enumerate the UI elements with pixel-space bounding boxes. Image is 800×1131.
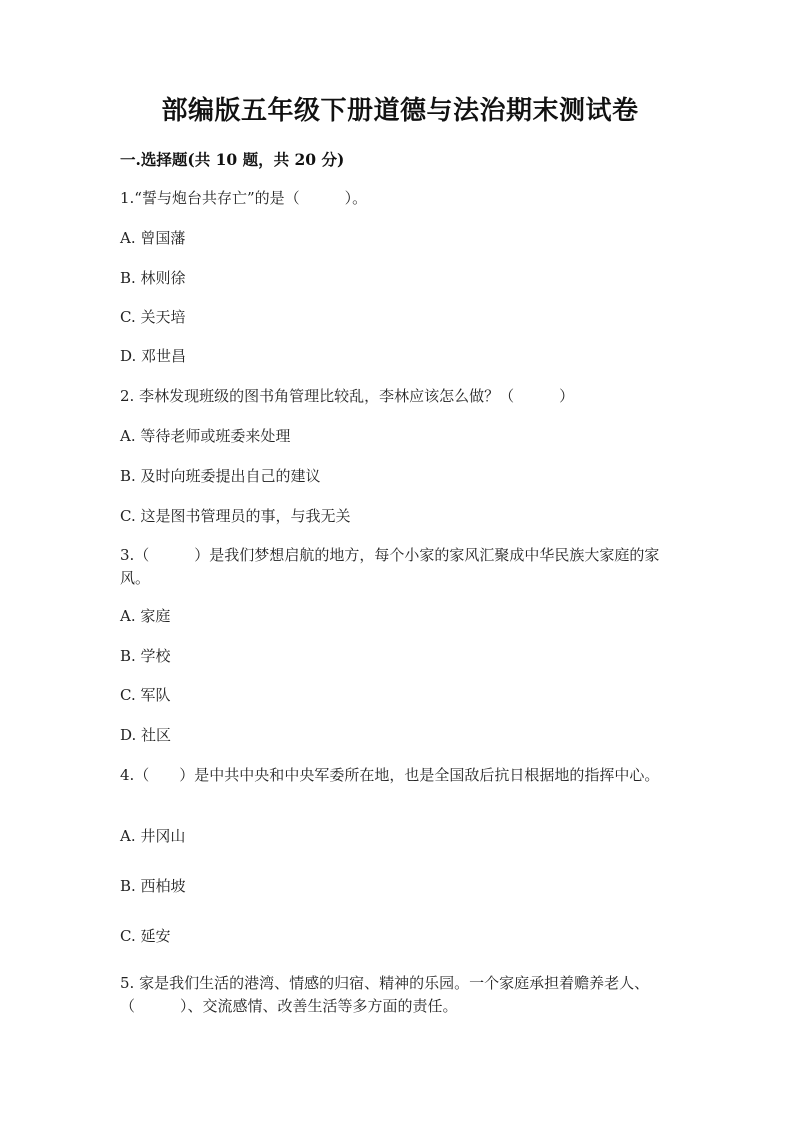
question-1-stem: 1.“誓与炮台共存亡”的是（ ）。 xyxy=(120,189,368,207)
question-4-option-c: C. 延安 xyxy=(120,927,171,945)
question-4-option-b: B. 西柏坡 xyxy=(120,877,186,895)
question-3-stem: 3.（ ）是我们梦想启航的地方，每个小家的家风汇聚成中华民族大家庭的家风。 xyxy=(120,546,660,587)
question-1-option-c: C. 关天培 xyxy=(120,308,186,326)
question-4-stem: 4.（ ）是中共中央和中央军委所在地，也是全国敌后抗日根据地的指挥中心。 xyxy=(120,766,660,784)
question-4-option-a: A. 井冈山 xyxy=(120,827,186,845)
question-3-option-a: A. 家庭 xyxy=(120,607,171,625)
page-title: 部编版五年级下册道德与法治期末测试卷 xyxy=(161,96,639,126)
question-1-option-a: A. 曾国藩 xyxy=(120,229,186,247)
question-1-option-d: D. 邓世昌 xyxy=(120,347,187,365)
question-2-option-a: A. 等待老师或班委来处理 xyxy=(120,427,291,445)
question-3-option-d: D. 社区 xyxy=(120,726,172,744)
question-2-option-b: B. 及时向班委提出自己的建议 xyxy=(120,467,321,485)
question-1-option-b: B. 林则徐 xyxy=(120,269,186,287)
question-3-option-b: B. 学校 xyxy=(120,647,171,665)
question-3-option-c: C. 军队 xyxy=(120,686,171,704)
question-2-option-c: C. 这是图书管理员的事，与我无关 xyxy=(120,507,351,525)
question-2-stem: 2. 李林发现班级的图书角管理比较乱，李林应该怎么做？（ ） xyxy=(120,387,575,405)
section-heading: 一.选择题(共 10 题，共 20 分) xyxy=(120,150,345,169)
question-5-stem: 5. 家是我们生活的港湾、情感的归宿、精神的乐园。一个家庭承担着赡养老人、（ ）、交流感情、改善生活等多方面的责任。 xyxy=(120,974,650,1015)
